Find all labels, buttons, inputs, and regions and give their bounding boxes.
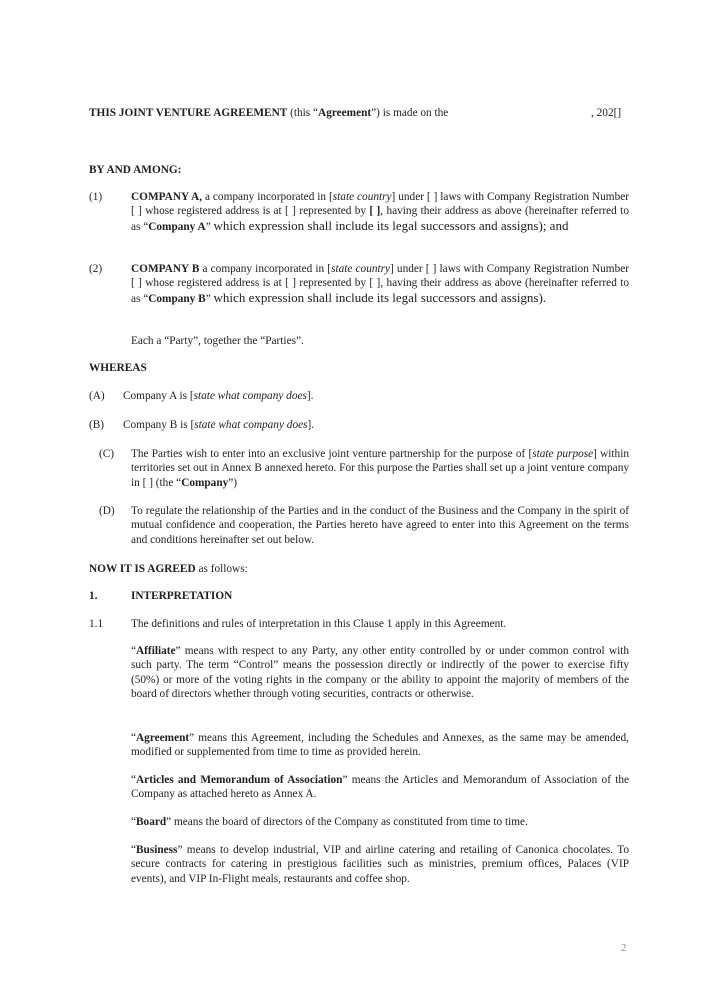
- clause-text: The definitions and rules of interpretation in this Clause 1 apply in this Agreement.: [131, 618, 507, 630]
- recital-number: (D): [99, 505, 115, 517]
- now-agreed-line: NOW IT IS AGREED as follows:: [89, 563, 248, 575]
- definition-agreement: “Agreement” means this Agreement, including the Schedules and Annexes, as the same may be amended, modified or supplemented from time to time as provided herein.: [131, 732, 629, 759]
- party-company-a: COMPANY A, a company incorporated in [state country] under [ ] laws with Company Registration Number [ ] whose registered address is at [ ] represented by [ ], having their address as above (hereinafter referred to as “Company A” which expression shall include its legal successors and assigns); and: [131, 191, 629, 233]
- agreement-intro-line: THIS JOINT VENTURE AGREEMENT (this “Agreement”) is made on the , 202[]: [89, 107, 622, 119]
- party-company-b: COMPANY B a company incorporated in [state country] under [ ] laws with Company Registration Number [ ] whose registered address is at [ ] represented by [ ], having their address as above (hereinafter referred to as “Company B” which expression shall include its legal successors and assigns).: [131, 263, 630, 305]
- recital-number: (B): [89, 419, 105, 431]
- whereas-heading: WHEREAS: [89, 362, 147, 374]
- definition-articles: “Articles and Memorandum of Association” means the Articles and Memorandum of Association of the Company as attached hereto as Annex A.: [131, 774, 629, 801]
- party-number: (2): [89, 263, 103, 275]
- definition-board: “Board” means the board of directors of the Company as constituted from time to time.: [131, 816, 528, 828]
- recital-d: To regulate the relationship of the Parties and in the conduct of the Business and the Company in the spirit of mutual confidence and cooperation, the Parties hereto have agreed to enter into this Agreement on the terms and conditions hereinafter set out below.: [131, 505, 629, 546]
- section-number: 1.: [89, 590, 98, 602]
- parties-definition: Each a “Party”, together the “Parties”.: [131, 335, 304, 347]
- agreement-title: THIS JOINT VENTURE AGREEMENT: [89, 107, 288, 119]
- recital-c: The Parties wish to enter into an exclusive joint venture partnership for the purpose of [state purpose] within territories set out in Annex B annexed hereto. For this purpose the Parties shall set up a joint venture company in [ ] (the “Company”): [131, 448, 629, 489]
- definition-business: “Business” means to develop industrial, VIP and airline catering and retailing of Canonica chocolates. To secure contracts for catering in prestigious facilities such as ministries, premium offices, Palaces (VIP events), and VIP In-Flight meals, restaurants and coffee shop.: [131, 844, 629, 885]
- clause-number: 1.1: [89, 618, 104, 630]
- recital-number: (A): [89, 390, 105, 402]
- recital-a: Company A is [state what company does].: [123, 390, 314, 402]
- by-and-among-heading: BY AND AMONG:: [89, 164, 182, 176]
- agreement-date: , 202[]: [591, 107, 622, 119]
- definition-affiliate: “Affiliate” means with respect to any Party, any other entity controlled by or under common control with such party. The term “Control” means the possession directly or indirectly of the power to exercise fifty (50%) or more of the voting rights in the company or the ability to appoint the majority of members of the board of directors whether through voting securities, contracts or otherwise.: [131, 645, 629, 701]
- party-number: (1): [89, 191, 103, 203]
- section-title: INTERPRETATION: [131, 590, 233, 602]
- recital-number: (C): [99, 448, 115, 460]
- recital-b: Company B is [state what company does].: [123, 419, 315, 431]
- page-number: 2: [621, 942, 627, 954]
